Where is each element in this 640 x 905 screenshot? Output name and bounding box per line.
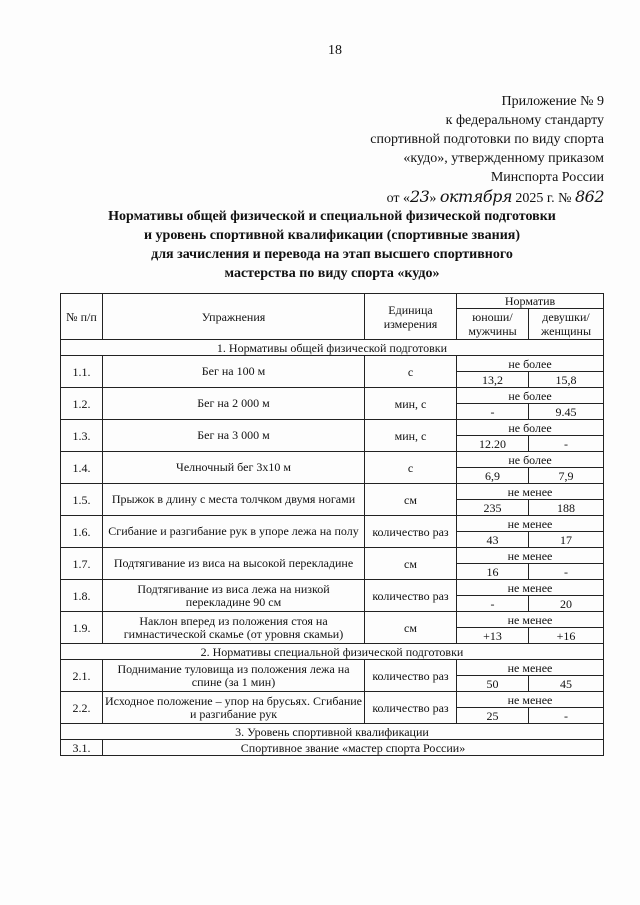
row-limit: не более	[457, 420, 604, 436]
row-num: 3.1.	[61, 740, 103, 756]
title-line: и уровень спортивной квалификации (спортивные звания)	[143, 228, 521, 243]
row-exercise: Подтягивание из виса на высокой перекладине	[103, 548, 365, 580]
table-row	[61, 612, 604, 628]
appendix-block	[304, 92, 604, 208]
appendix-line: спортивной подготовки по виду спорта	[370, 132, 604, 147]
row-num: 1.2.	[61, 388, 103, 420]
row-num: 1.3.	[61, 420, 103, 452]
row-num: 1.6.	[61, 516, 103, 548]
row-exercise: Бег на 3 000 м	[103, 420, 365, 452]
row-unit: количество раз	[365, 692, 457, 724]
row-num: 1.7.	[61, 548, 103, 580]
row-num: 1.9.	[61, 612, 103, 644]
section-title: 2. Нормативы специальной физической подготовки	[61, 644, 604, 660]
header-exercise: Упражнения	[103, 294, 365, 340]
row-exercise: Бег на 2 000 м	[103, 388, 365, 420]
row-num: 1.8.	[61, 580, 103, 612]
row-male-value: 16	[457, 564, 529, 580]
row-male-value: 50	[457, 676, 529, 692]
row-female-value: -	[529, 708, 604, 724]
appendix-line: «кудо», утвержденному приказом	[403, 151, 604, 166]
row-male-value: 12.20	[457, 436, 529, 452]
row-unit: см	[365, 484, 457, 516]
order-date-line	[304, 187, 604, 208]
row-male-value: 25	[457, 708, 529, 724]
row-unit: с	[365, 452, 457, 484]
title-line: для зачисления и перевода на этап высшего спортивного	[151, 247, 513, 262]
table-row	[61, 356, 604, 372]
row-male-value: +13	[457, 628, 529, 644]
row-unit: количество раз	[365, 580, 457, 612]
title-line: Нормативы общей физической и специальной физической подготовки	[108, 209, 556, 224]
row-exercise: Поднимание туловища из положения лежа на спине (за 1 мин)	[103, 660, 365, 692]
order-number: 862	[574, 187, 604, 206]
appendix-line: Минспорта России	[490, 170, 604, 185]
row-num: 2.2.	[61, 692, 103, 724]
table-row	[61, 484, 604, 500]
row-exercise: Челночный бег 3х10 м	[103, 452, 365, 484]
page-number: 18	[328, 43, 342, 58]
table-row	[61, 692, 604, 708]
row-female-value: 9.45	[529, 404, 604, 420]
date-mid: »	[429, 191, 437, 206]
date-month: октября	[439, 187, 512, 206]
row-num: 1.1.	[61, 356, 103, 388]
row-num: 1.5.	[61, 484, 103, 516]
row-num: 1.4.	[61, 452, 103, 484]
row-unit: с	[365, 356, 457, 388]
row-exercise: Наклон вперед из положения стоя на гимнастической скамье (от уровня скамьи)	[103, 612, 365, 644]
row-exercise: Исходное положение – упор на брусьях. Сгибание и разгибание рук	[103, 692, 365, 724]
row-limit: не более	[457, 388, 604, 404]
row-male-value: 6,9	[457, 468, 529, 484]
table-row	[61, 452, 604, 468]
row-unit: количество раз	[365, 660, 457, 692]
section-row	[61, 644, 604, 660]
row-limit: не менее	[457, 660, 604, 676]
row-exercise: Подтягивание из виса лежа на низкой перекладине 90 см	[103, 580, 365, 612]
title-line: мастерства по виду спорта «кудо»	[224, 266, 440, 281]
header-num: № п/п	[61, 294, 103, 340]
row-unit: см	[365, 612, 457, 644]
section-row	[61, 724, 604, 740]
appendix-line: к федеральному стандарту	[445, 113, 604, 128]
row-limit: не менее	[457, 548, 604, 564]
header-norm: Норматив	[457, 294, 604, 309]
row-limit: не менее	[457, 484, 604, 500]
row-female-value: 17	[529, 532, 604, 548]
row-female-value: 45	[529, 676, 604, 692]
table-row	[61, 740, 604, 756]
row-male-value: -	[457, 404, 529, 420]
row-limit: не менее	[457, 612, 604, 628]
row-female-value: -	[529, 436, 604, 452]
row-limit: не более	[457, 452, 604, 468]
row-male-value: 235	[457, 500, 529, 516]
section-title: 1. Нормативы общей физической подготовки	[61, 340, 604, 356]
row-male-value: -	[457, 596, 529, 612]
header-unit: Единица измерения	[365, 294, 457, 340]
table-row	[61, 580, 604, 596]
row-limit: не менее	[457, 692, 604, 708]
table-row	[61, 388, 604, 404]
row-limit: не менее	[457, 516, 604, 532]
row-male-value: 43	[457, 532, 529, 548]
row-female-value: 7,9	[529, 468, 604, 484]
section-title: 3. Уровень спортивной квалификации	[61, 724, 604, 740]
row-exercise: Спортивное звание «мастер спорта России»	[103, 740, 604, 756]
table-row	[61, 516, 604, 532]
row-unit: мин, с	[365, 420, 457, 452]
table-row	[61, 660, 604, 676]
document-title	[62, 207, 602, 283]
row-num: 2.1.	[61, 660, 103, 692]
row-unit: количество раз	[365, 516, 457, 548]
table-row	[61, 420, 604, 436]
row-exercise: Прыжок в длину с места толчком двумя ногами	[103, 484, 365, 516]
row-exercise: Сгибание и разгибание рук в упоре лежа на полу	[103, 516, 365, 548]
table-row	[61, 548, 604, 564]
date-day: 23	[410, 187, 430, 206]
row-male-value: 13,2	[457, 372, 529, 388]
row-female-value: -	[529, 564, 604, 580]
row-female-value: 15,8	[529, 372, 604, 388]
header-male: юноши/ мужчины	[457, 309, 529, 340]
row-female-value: +16	[529, 628, 604, 644]
row-limit: не менее	[457, 580, 604, 596]
section-row	[61, 340, 604, 356]
row-exercise: Бег на 100 м	[103, 356, 365, 388]
date-year: 2025 г. №	[515, 191, 572, 206]
row-female-value: 188	[529, 500, 604, 516]
row-unit: см	[365, 548, 457, 580]
row-unit: мин, с	[365, 388, 457, 420]
row-limit: не более	[457, 356, 604, 372]
norms-table	[60, 293, 604, 756]
date-prefix: от «	[386, 191, 410, 206]
appendix-line: Приложение № 9	[501, 94, 604, 109]
header-female: девушки/ женщины	[529, 309, 604, 340]
row-female-value: 20	[529, 596, 604, 612]
